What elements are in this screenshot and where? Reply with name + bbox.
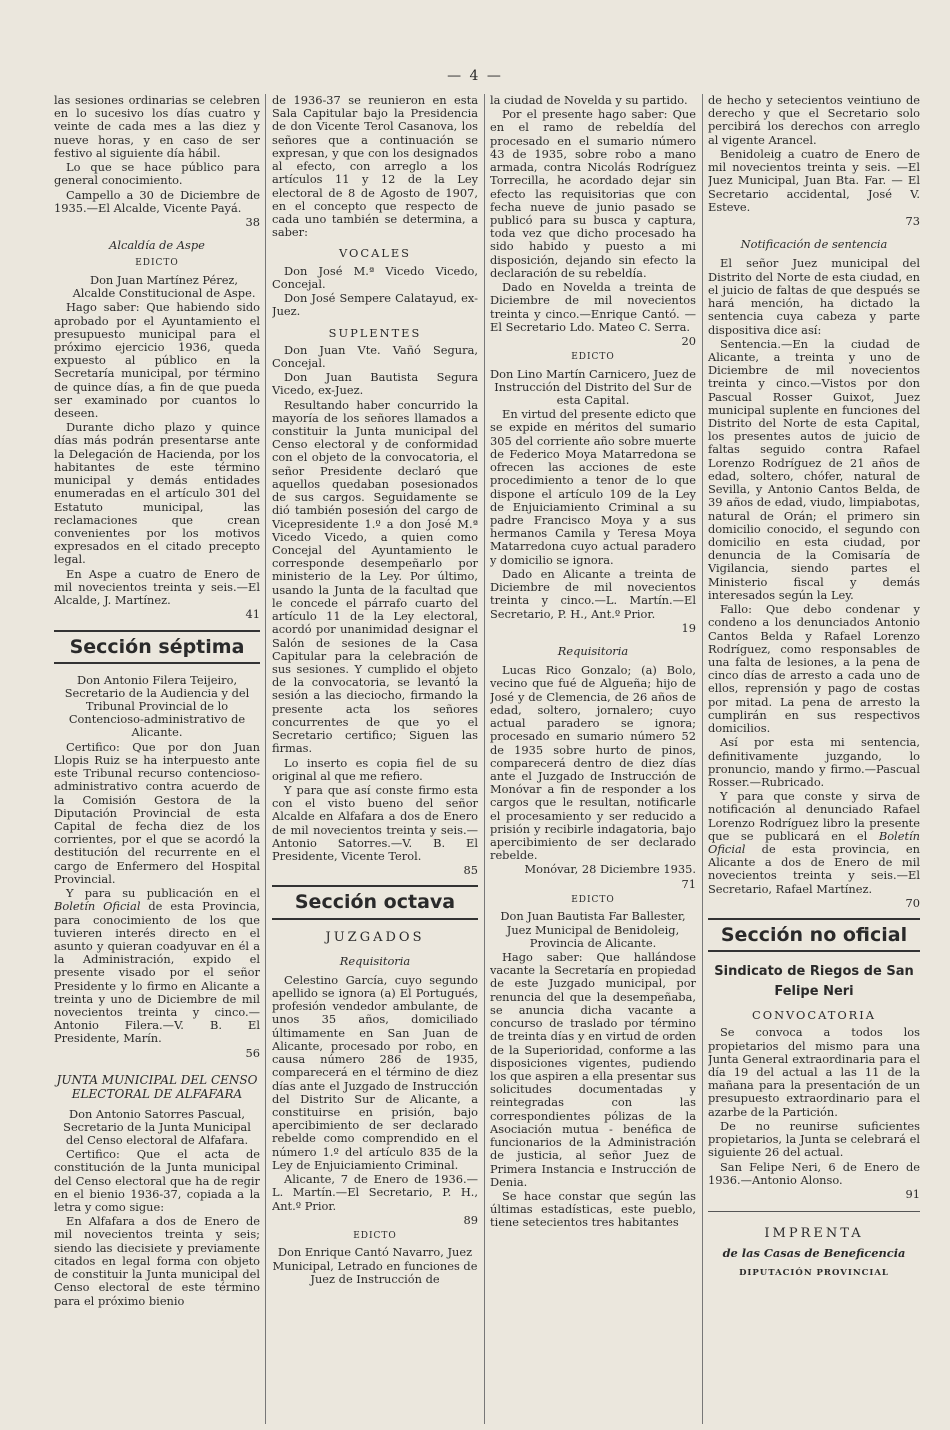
paragraph: Sentencia.—En la ciudad de Alicante, a treinta y uno de Diciembre de mil novecientos treinta y cinco.—Vistos por don Pascual Rosser Guixot, Juez municipal suplente en funciones del Distrito del Norte de esta Capital, los presentes autos de juicio de faltas seguido contra Rafael Lorenzo Rodríguez de 21 años de edad, soltero, chófer, natural de Sevilla, y Antonio Cantos Belda, de 39 años de edad, viudo, limpiabotas, natural de Orán; el primero sin domicilio conocido, el segundo con domicilio en esta ciudad, por denuncia de la Comisaría de Vigilancia, siendo partes el Ministerio fiscal y demás interesados según la Ley. — [708, 336, 920, 602]
text: Y para que conste y sirva de notificación al denunciado Rafael Lorenzo Rodríguez libro la presente que se publicará en el — [708, 789, 920, 843]
column-3 — [490, 94, 696, 1430]
column-2 — [272, 94, 478, 1430]
notice-number: 73 — [905, 213, 920, 228]
column-rule — [265, 94, 266, 1424]
paragraph: Monóvar, 28 Diciembre 1935. — [524, 862, 696, 877]
section-heading: JUNTA MUNICIPAL DEL CENSO ELECTORAL DE ALFAFARA — [56, 1072, 258, 1101]
paragraph — [708, 790, 920, 896]
paragraph: Se hace constar que según las últimas estadísticas, este pueblo, tiene setecientos tres habitantes — [490, 1188, 696, 1230]
section-heading: Requisitoria — [339, 953, 411, 968]
paragraph: Así por esta mi sentencia, definitivamente juzgando, lo pronuncio, mando y firmo.—Pascual Rosser.—Rubricado. — [708, 735, 920, 789]
list-item: Don Juan Vte. Vañó Segura, Concejal. — [272, 342, 478, 370]
paragraph: de 1936-37 se reunieron en esta Sala Capitular bajo la Presidencia de don Vicente Terol Casanova, los señores que a continuación se expresan, y que con los designados al efecto, con arreglo a los artículos 11 y 12 de la Ley electoral de 8 de Agosto de 1907, en el concepto que respecto de cada uno también se determina, a saber: — [272, 94, 478, 240]
notice-head: Don Lino Martín Carnicero, Juez de Instrucción del Distrito del Sur de esta Capital. — [490, 366, 696, 408]
subheading-convocatoria: CONVOCATORIA — [752, 1008, 876, 1023]
bulletin-name: Boletín Oficial — [54, 899, 141, 914]
notice-head: Don Antonio Filera Teijeiro, Secretario de la Audiencia y del Tribunal Provincial de lo Contencioso-administrativo de Alicante. — [64, 672, 250, 740]
sindicato-title: Sindicato de Riegos de San Felipe Neri — [714, 964, 914, 999]
paragraph: Celestino García, cuyo segundo apellido se ignora (a) El Portugués, profesión vendedor ambulante, de unos 35 años, domiciliado últimamente en San Juan de Alicante, procesado por robo, en causa número 286 de 1935, comparecerá en el término de diez días ante el Juzgado de Instrucción del Distrito Sur de Alicante, a constituirse en prisión, bajo apercibimiento de ser declarado rebelde como comprendido en el número 1.º del artículo 835 de la Ley de Enjuiciamiento Criminal. — [272, 972, 478, 1172]
paragraph: Y para que así conste firmo esta con el visto bueno del señor Alcalde en Alfafara a dos de Enero de mil novecientos treinta y seis.—Antonio Satorres.—V. B. El Presidente, Vicente Terol. — [272, 782, 478, 864]
section-title-septima: Sección séptima — [54, 630, 260, 664]
notice-head: Don Enrique Cantó Navarro, Juez Municipal, Letrado en funciones de Juez de Instrucción de — [272, 1245, 478, 1286]
notice-head: Don Juan Bautista Far Ballester, Juez Municipal de Benidoleig, Provincia de Alicante. — [500, 909, 686, 950]
column-rule — [702, 94, 703, 1424]
paragraph — [54, 887, 260, 1046]
edicto-label: EDICTO — [571, 352, 615, 363]
paragraph: En Alfafara a dos de Enero de mil novecientos treinta y seis; siendo las diecisiete y previamente citados en legal forma con objeto de constituir la Junta municipal del Censo electoral de este término para el próximo bienio — [54, 1214, 260, 1308]
section-heading: Alcaldía de Aspe — [109, 238, 205, 253]
subheading-suplentes: SUPLENTES — [328, 325, 422, 340]
paragraph: En Aspe a cuatro de Enero de mil novecientos treinta y seis.—El Alcalde, J. Martínez. — [54, 566, 260, 608]
paragraph: Dado en Novelda a treinta de Diciembre de mil novecientos treinta y cinco.—Enrique Cantó. —El Secretario Ldo. Mateo C. Serra. — [490, 280, 696, 334]
paragraph: Lucas Rico Gonzalo; (a) Bolo, vecino que fué de Algueña; hijo de José y de Clemencia, de 26 años de edad, soltero, jornalero; cuyo actual paradero se ignora; procesado en sumario número 52 de 1935 sobre hurto de pinos, comparecerá dentro de diez días ante el Juzgado de Instrucción de Monóvar a fin de responder a los cargos que le resultan, notificarle el procesamiento y ser reducido a prisión y recibirle indagatoria, bajo apercibimiento de ser declarado rebelde. — [490, 663, 696, 863]
text: de esta provincia, en Alicante a dos de Enero de mil novecientos treinta y seis.—El Secretario, Rafael Martínez. — [708, 842, 920, 896]
imprenta-subtitle: de las Casas de Beneficencia — [722, 1246, 906, 1261]
paragraph: Lo inserto es copia fiel de su original al que me refiero. — [272, 755, 478, 783]
notice-number: 71 — [681, 876, 696, 891]
list-item: Don Juan Bautista Segura Vicedo, ex-Juez. — [272, 370, 478, 398]
paragraph: Campello a 30 de Diciembre de 1935.—El Alcalde, Vicente Payá. — [54, 187, 260, 215]
subheading-vocales: VOCALES — [339, 246, 411, 261]
section-title-no-oficial: Sección no oficial — [708, 918, 920, 952]
paragraph: En virtud del presente edicto que se expide en méritos del sumario 305 del corriente año sobre muerte de Federico Moya Matarredona se ofrecen las acciones de este procedimiento a tenor de lo que dispone el artículo 109 de la Ley de Enjuiciamiento Criminal a su padre Francisco Moya y a sus hermanos Camila y Teresa Moya Matarredona cuyo actual paradero y domicilio se ignora. — [490, 407, 696, 567]
paragraph: la ciudad de Novelda y su partido. — [490, 94, 688, 107]
column-4 — [708, 94, 920, 1430]
subheading-juzgados: JUZGADOS — [325, 929, 425, 945]
list-item: Don José Sempere Calatayud, ex-Juez. — [272, 291, 478, 319]
text: Y para su publicación en el — [66, 886, 260, 901]
column-1 — [54, 94, 260, 1430]
paragraph: Dado en Alicante a treinta de Diciembre de mil novecientos treinta y cinco.—L. Martín.—El Secretario, P. H., Ant.º Prior. — [490, 566, 696, 621]
edicto-label: EDICTO — [135, 258, 179, 269]
paragraph: Certifico: Que por don Juan Llopis Ruiz se ha interpuesto ante este Tribunal recurso contencioso-administrativo contra acuerdo de la Comisión Gestora de la Diputación Provincial de esta Capital de fecha diez de los corrientes, por el que se acordó la destitución del recurrente en el cargo de Enfermero del Hospital Provincial. — [54, 739, 260, 886]
paragraph: las sesiones ordinarias se celebren en lo sucesivo los días cuatro y veinte de cada mes a las diez y nueve horas, y en caso de ser festivo al siguiente día hábil. — [54, 94, 260, 160]
paragraph: El señor Juez municipal del Distrito del Norte de esta ciudad, en el juicio de faltas de que después se hará mención, ha dictado la sentencia cuya cabeza y parte dispositiva dice así: — [708, 256, 920, 337]
page-number: — 4 — — [447, 68, 503, 84]
notice-number: 38 — [245, 214, 260, 229]
paragraph: Durante dicho plazo y quince días más podrán presentarse ante la Delegación de Hacienda, por los habitantes de este término municipal y demás entidades enumeradas en el artículo 301 del Estatuto municipal, las reclamaciones que crean convenientes por los motivos expresados en el citado precepto legal. — [54, 420, 260, 567]
paragraph: San Felipe Neri, 6 de Enero de 1936.—Antonio Alonso. — [708, 1159, 920, 1187]
notice-number: 56 — [245, 1045, 260, 1060]
paragraph: de hecho y setecientos veintiuno de derecho y que el Secretario solo percibirá los derechos con arreglo al vigente Arancel. — [708, 94, 920, 147]
paragraph: Hago saber: Que hallándose vacante la Secretaría en propiedad de este Juzgado municipal, por renuncia del que la desempeñaba, se anuncia dicha vacante a concurso de traslado por término de treinta días y en virtud de orden de la Superioridad, conforme a las disposiciones vigentes, pudiendo los que aspiren a ella presentar sus solicitudes documentadas y reintegradas con las correspondientes pólizas de la Asociación mutua - benéfica de funcionarios de la Administración de justicia, al señor Juez de Primera Instancia e Instrucción de Denia. — [490, 950, 696, 1189]
paragraph: Certifico: Que el acta de constitución de la Junta municipal del Censo electoral que ha de regir en el bienio 1936-37, copiada a la letra y como sigue: — [54, 1147, 260, 1215]
notice-number: 41 — [245, 607, 260, 622]
paragraph: Alicante, 7 de Enero de 1936.—L. Martín.—El Secretario, P. H., Ant.º Prior. — [272, 1172, 478, 1213]
imprenta-title: IMPRENTA — [764, 1226, 864, 1242]
paragraph: Benidoleig a cuatro de Enero de mil novecientos treinta y seis. —El Juez Municipal, Juan Bta. Far. — El Secretario accidental, José V. Esteve. — [708, 146, 920, 214]
paragraph: Fallo: Que debo condenar y condeno a los denunciados Antonio Cantos Belda y Rafael Lorenzo Rodríguez, como responsables de una falta de lesiones, a la pena de cinco días de arresto a cada uno de ellos, reprensión y pago de costas por mitad. La pena de arresto la cumplirán en sus respectivos domicilios. — [708, 602, 920, 736]
notice-head: Don Antonio Satorres Pascual, Secretario de la Junta Municipal del Censo electoral de Alfafara. — [63, 1106, 251, 1147]
paragraph: Se convoca a todos los propietarios del mismo para una Junta General extraordinaria para el día 19 del actual a las 11 de la mañana para la presentación de un presupuesto extraordinario para el azarbe de la Partición. — [708, 1025, 920, 1119]
column-rule — [484, 94, 485, 1424]
section-heading: Requisitoria — [557, 643, 629, 658]
paragraph: Por el presente hago saber: Que en el ramo de rebeldía del procesado en el sumario número 43 de 1935, sobre robo a mano armada, contra Nicolás Rodríguez Torrecilla, he acordado dejar sin efecto las requisitorias que con fecha nueve de junio pasado se publicó para su busca y captura, toda vez que dicho procesado ha sido habido y puesto a mi disposición, dejando sin efecto la declaración de su rebeldía. — [490, 107, 696, 280]
edicto-label: EDICTO — [571, 894, 615, 905]
notice-number: 91 — [905, 1187, 920, 1201]
bulletin-name: Boletín Oficial — [708, 828, 920, 857]
paragraph: De no reunirse suficientes propietarios, la Junta se celebrará el siguiente 26 del actual. — [708, 1118, 920, 1160]
divider — [708, 1211, 920, 1212]
notice-number: 19 — [681, 620, 696, 635]
notice-number: 70 — [905, 895, 920, 910]
notice-number: 20 — [681, 333, 696, 348]
imprenta-footer: DIPUTACIÓN PROVINCIAL — [739, 1267, 889, 1278]
list-item: Don José M.ª Vicedo Vicedo, Concejal. — [272, 263, 478, 291]
edicto-label: EDICTO — [353, 1230, 397, 1241]
section-title-octava: Sección octava — [272, 885, 478, 919]
notice-number: 85 — [463, 863, 478, 878]
section-heading: Notificación de sentencia — [740, 237, 888, 252]
notice-number: 89 — [463, 1212, 478, 1227]
paragraph: Resultando haber concurrido la mayoría de los señores llamados a constituir la Junta municipal del Censo electoral y de conformidad con el objeto de la convocatoria, el señor Presidente declaró que aquellos quedaban posesionados de sus cargos. Seguidamente se dió también posesión del cargo de Vicepresidente 1.º a don José M.ª Vicedo Vicedo, a quien como Concejal del Ayuntamiento le corresponde desempeñarlo por ministerio de la Ley. Por último, usando la Junta de la facultad que le concede el párrafo cuarto del artículo 11 de la Ley electoral, acordó por unanimidad designar el Salón de sesiones de la Casa Capitular para la celebración de sus sesiones. Y cumplido el objeto de la convocatoria, se levantó la sesión a las dieciocho, firmando la presente acta los señores concurrentes de que yo el Secretario certifico; Siguen las firmas. — [272, 397, 478, 756]
paragraph: Lo que se hace público para general conocimiento. — [54, 160, 260, 188]
notice-head: Don Juan Martínez Pérez, Alcalde Constitucional de Aspe. — [72, 272, 256, 301]
text: de esta Provincia, para conocimiento de los que tuvieren interés directo en el asunto y quieran coadyuvar en él a la Administración, expido el presente visado por el señor Presidente y lo firmo en Alicante a treinta y uno de Diciembre de mil novecientos treinta y cinco.—Antonio Filera.—V. B. El Presidente, Marín. — [54, 899, 260, 1046]
paragraph: Hago saber: Que habiendo sido aprobado por el Ayuntamiento el presupuesto municipal para el próximo ejercicio 1936, queda expuesto al público en la Secretaría municipal, por término de quince días, a fin de que pueda ser examinado por cuantos lo deseen. — [54, 300, 260, 421]
